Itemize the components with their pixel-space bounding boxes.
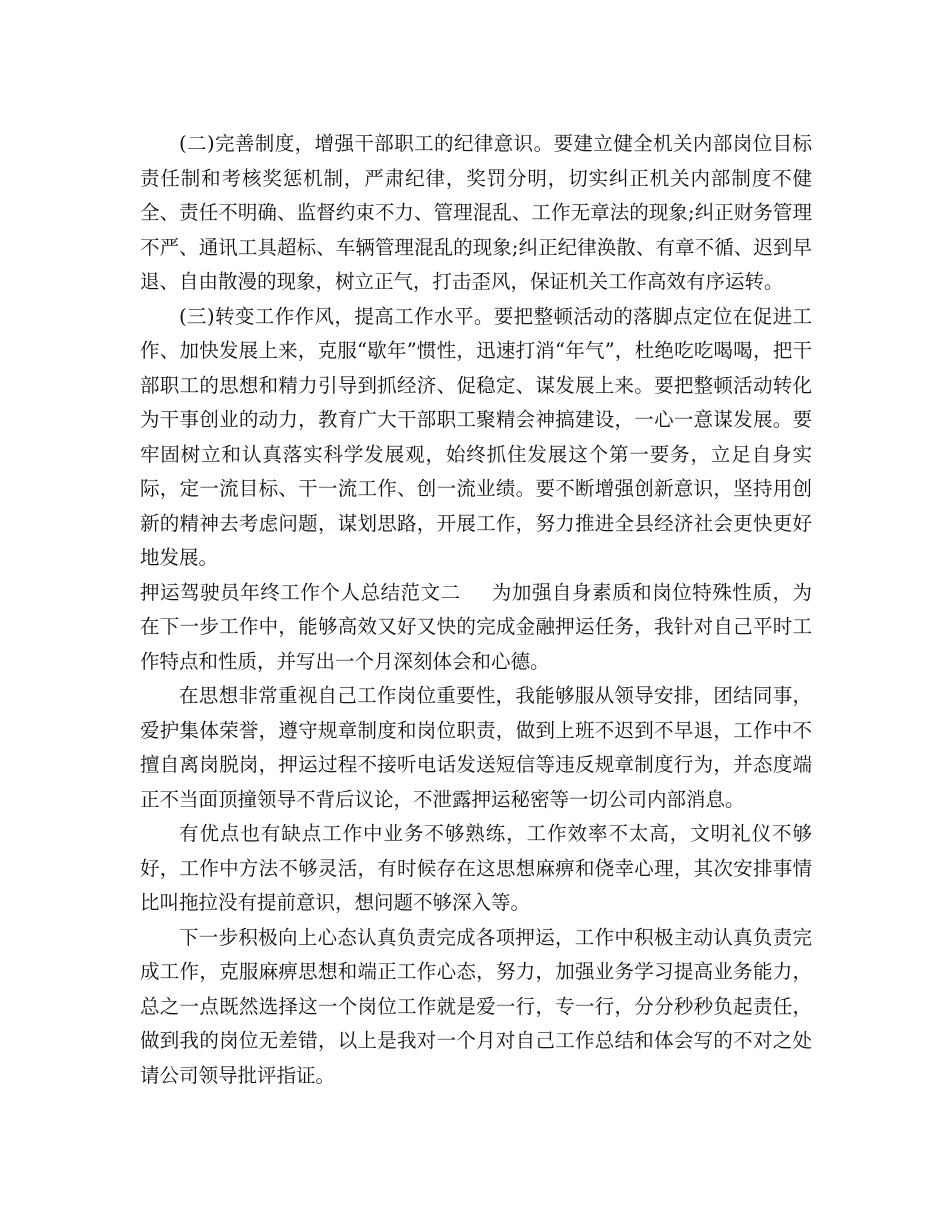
paragraph-discipline: (二)完善制度，增强干部职工的纪律意识。要建立健全机关内部岗位目标责任制和考核奖惩机制，严肃纪律，奖罚分明，切实纠正机关内部制度不健全、责任不明确、监督约束不力、管理混乱、工作无章法的现象;纠正财务管理不严、通讯工具超标、车辆管理混乱的现象;纠正纪律涣散、有章不循、迟到早退、自由散漫的现象，树立正气，打击歪风，保证机关工作高效有序运转。 <box>140 132 812 293</box>
section-title: 押运驾驶员年终工作个人总结范文二 <box>140 580 461 604</box>
section-intro: 为加强自身素质和岗位特殊性质，为在下一步工作中，能够高效又好又快的完成金融押运任务，我针对自己平时工作特点和性质，并写出一个月深刻体会和心德。 <box>140 580 812 673</box>
document-body <box>140 127 812 1093</box>
paragraph-attitude: 在思想非常重视自己工作岗位重要性，我能够服从领导安排，团结同事，爱护集体荣誉，遵守规章制度和岗位职责，做到上班不迟到不早退，工作中不擅自离岗脱岗，押运过程不接听电话发送短信等违反规章制度行为，并态度端正不当面顶撞领导不背后议论，不泄露押运秘密等一切公司内部消息。 <box>140 684 812 811</box>
paragraph-next-steps: 下一步积极向上心态认真负责完成各项押运，工作中积极主动认真负责完成工作，克服麻痹思想和端正工作心态，努力，加强业务学习提高业务能力，总之一点既然选择这一个岗位工作就是爱一行，专一行，分分秒秒负起责任，做到我的岗位无差错，以上是我对一个月对自己工作总结和体会写的不对之处请公司领导批评指证。 <box>140 925 812 1087</box>
paragraph-work-style: (三)转变工作作风，提高工作水平。要把整顿活动的落脚点定位在促进工作、加快发展上来，克服“歇年”惯性，迅速打消“年气”，杜绝吃吃喝喝，把干部职工的思想和精力引导到抓经济、促稳定、谋发展上来。要把整顿活动转化为干事创业的动力，教育广大干部职工聚精会神搞建设，一心一意谋发展。要牢固树立和认真落实科学发展观，始终抓住发展这个第一要务，立足自身实际，定一流目标、干一流工作、创一流业绩。要不断增强创新意识，坚持用创新的精神去考虑问题，谋划思路，开展工作，努力推进全县经济社会更快更好地发展。 <box>140 304 812 569</box>
paragraph-shortcomings: 有优点也有缺点工作中业务不够熟练，工作效率不太高，文明礼仪不够好，工作中方法不够灵活，有时候存在这思想麻痹和侥幸心理，其次安排事情比叫拖拉没有提前意识，想问题不够深入等。 <box>140 822 812 914</box>
section-heading-paragraph <box>140 576 812 680</box>
